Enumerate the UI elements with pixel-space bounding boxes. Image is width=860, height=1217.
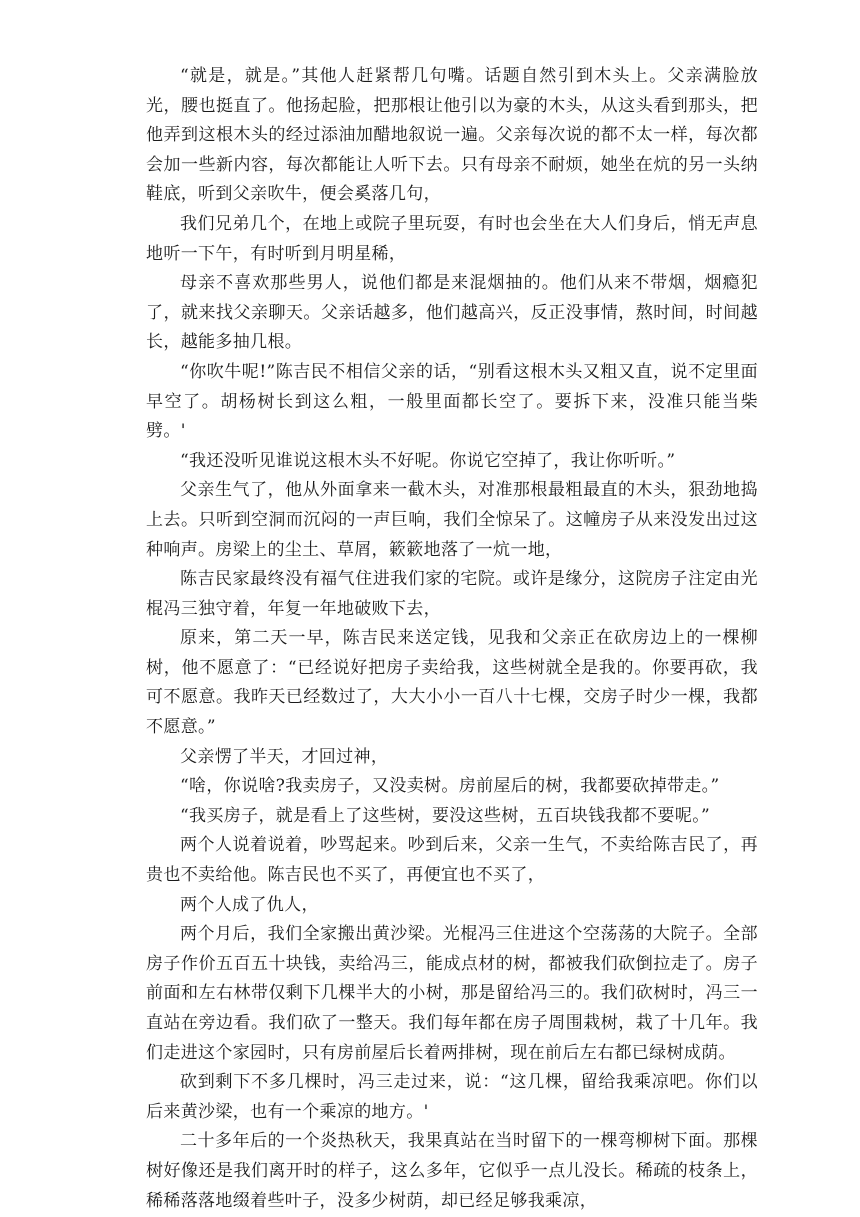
document-page [146, 62, 758, 1216]
paragraph: “我还没听见谁说这根木头不好呢。你说它空掉了，我让你听听。” [180, 450, 676, 471]
paragraph: “你吹牛呢!”陈吉民不相信父亲的话，“别看这根木头又粗又直，说不定里面早空了。胡杨树长到这么粗，一般里面都长空了。要拆下来，没准只能当柴劈。' [146, 361, 758, 442]
paragraph: 两个月后，我们全家搬出黄沙梁。光棍冯三住进这个空荡荡的大院子。全部房子作价五百五十块钱，卖给冯三，能成点材的树，都被我们砍倒拉走了。房子前面和左右林带仅剩下几棵半大的小树，那是留给冯三的。我们砍树时，冯三一直站在旁边看。我们砍了一整天。我们每年都在房子周围栽树，栽了十几年。我们走进这个家园时，只有房前屋后长着两排树，现在前后左右都已绿树成荫。 [146, 924, 758, 1063]
paragraph: 两个人成了仇人， [180, 894, 319, 915]
paragraph: 陈吉民家最终没有福气住进我们家的宅院。或许是缘分，这院房子注定由光棍冯三独守着，年复一年地破败下去， [146, 569, 758, 619]
paragraph: 我们兄弟几个，在地上或院子里玩耍，有时也会坐在大人们身后，悄无声息地听一下午，有时听到月明星稀， [146, 213, 758, 264]
paragraph: 父亲愣了半天，才回过神， [180, 746, 389, 767]
paragraph: 母亲不喜欢那些男人，说他们都是来混烟抽的。他们从来不带烟，烟瘾犯了，就来找父亲聊天。父亲话越多，他们越高兴，反正没事情，熬时间，时间越长，越能多抽几根。 [146, 273, 758, 353]
paragraph: “我买房子，就是看上了这些树，要没这些树，五百块钱我都不要呢。” [180, 805, 711, 826]
paragraph: 砍到剩下不多几棵时，冯三走过来，说：“这几棵，留给我乘凉吧。你们以后来黄沙梁，也有一个乘凉的地方。' [146, 1072, 758, 1122]
paragraph: 二十多年后的一个炎热秋天，我果真站在当时留下的一棵弯柳树下面。那棵树好像还是我们离开时的样子，这么多年，它似乎一点儿没长。稀疏的枝条上，稀稀落落地缀着些叶子，没多少树荫，却已经足够我乘凉， [146, 1131, 758, 1211]
paragraph: 两个人说着说着，吵骂起来。吵到后来，父亲一生气，不卖给陈吉民了，再贵也不卖给他。陈吉民也不买了，再便宜也不买了， [146, 835, 758, 886]
paragraph: “就是，就是。”其他人赶紧帮几句嘴。话题自然引到木头上。父亲满脸放光，腰也挺直了。他扬起脸，把那根让他引以为豪的木头，从这头看到那头，把他弄到这根木头的经过添油加醋地叙说一遍。父亲每次说的都不太一样，每次都会加一些新内容，每次都能让人听下去。只有母亲不耐烦，她坐在炕的另一头纳鞋底，听到父亲吹牛，便会奚落几句， [146, 66, 758, 205]
paragraph: “啥，你说啥?我卖房子，又没卖树。房前屋后的树，我都要砍掉带走。” [180, 776, 720, 797]
paragraph: 原来，第二天一早，陈吉民来送定钱，见我和父亲正在砍房边上的一棵柳树，他不愿意了：“已经说好把房子卖给我，这些树就全是我的。你要再砍，我可不愿意。我昨天已经数过了，大大小小一百八十七棵，交房子时少一棵，我都不愿意。” [146, 628, 758, 738]
paragraph: 父亲生气了，他从外面拿来一截木头，对准那根最粗最直的木头，狠劲地捣上去。只听到空洞而沉闷的一声巨响，我们全惊呆了。这幢房子从来没发出过这种响声。房梁上的尘土、草屑，簌簌地落了一炕一地， [146, 480, 758, 560]
